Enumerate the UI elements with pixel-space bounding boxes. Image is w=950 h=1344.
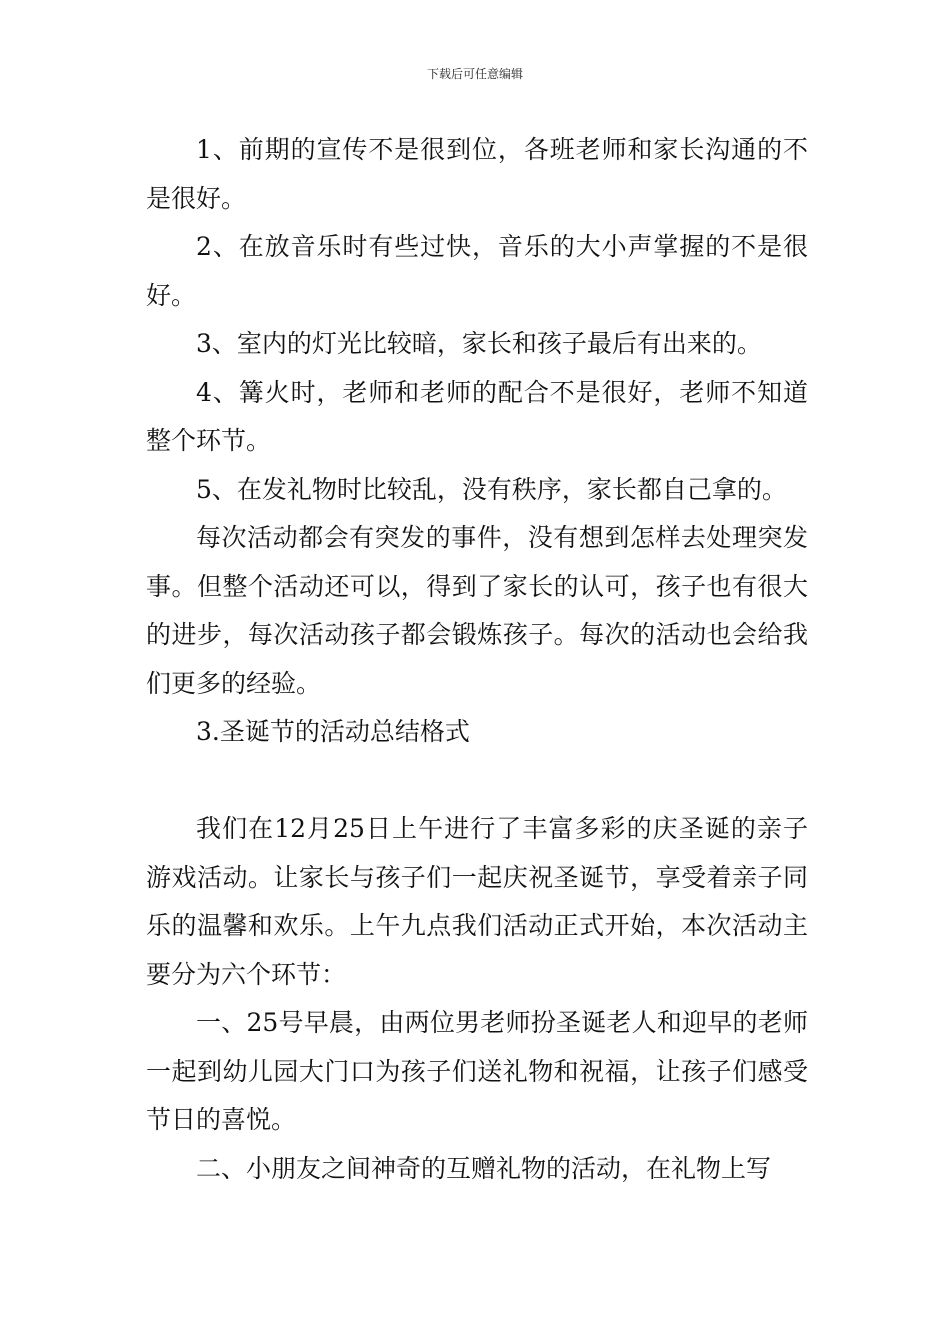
paragraph-summary: 每次活动都会有突发的事件，没有想到怎样去处理突发事。但整个活动还可以，得到了家长的认可，孩子也有很大的进步，每次活动孩子都会锻炼孩子。每次的活动也会给我们更多的经验。 <box>146 523 808 698</box>
paragraph-step-1: 一、25号早晨，由两位男老师扮圣诞老人和迎早的老师一起到幼儿园大门口为孩子们送礼物和祝福，让孩子们感受节日的喜悦。 <box>146 1008 808 1134</box>
paragraph-item-3: 3、室内的灯光比较暗，家长和孩子最后有出来的。 <box>196 329 762 358</box>
paragraph-intro: 我们在12月25日上午进行了丰富多彩的庆圣诞的亲子游戏活动。让家长与孩子们一起庆祝圣诞节，享受着亲子同乐的温馨和欢乐。上午九点我们活动正式开始，本次活动主要分为六个环节： <box>146 814 808 989</box>
paragraph-item-5: 5、在发礼物时比较乱，没有秩序，家长都自己拿的。 <box>196 474 787 504</box>
page-header: 下载后可任意编辑 <box>426 67 523 81</box>
paragraph-step-2: 二、小朋友之间神奇的互赠礼物的活动，在礼物上写 <box>196 1153 772 1183</box>
paragraph-item-1: 1、前期的宣传不是很到位，各班老师和家长沟通的不是很好。 <box>146 135 808 213</box>
paragraph-item-2: 2、在放音乐时有些过快，音乐的大小声掌握的不是很好。 <box>146 232 808 310</box>
paragraph-item-4: 4、篝火时，老师和老师的配合不是很好，老师不知道整个环节。 <box>146 377 808 455</box>
blank-line <box>146 757 808 806</box>
section-heading: 3.圣诞节的活动总结格式 <box>196 717 470 746</box>
document-body <box>146 126 808 1193</box>
